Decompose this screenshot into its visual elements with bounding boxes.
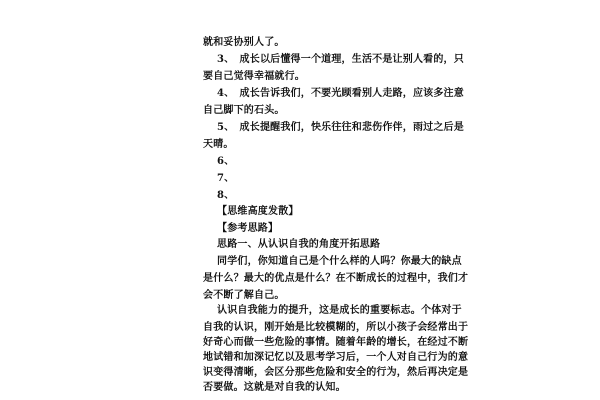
- subheading: 思路一、从认识自我的角度开拓思路: [217, 239, 381, 250]
- text-line: 就和妥协别人了。: [203, 37, 285, 48]
- section-heading: 【思维高度发散】: [217, 206, 299, 217]
- list-item-number: 8、: [217, 190, 235, 201]
- text-line: 同学们，你知道自己是个什么样的人吗？你最大的缺点: [217, 256, 462, 267]
- text-line: 识变得清晰，会区分那些危险和安全的行为，然后再决定是: [203, 367, 469, 378]
- text-line: 要自己觉得幸福就行。: [203, 71, 305, 82]
- text-line: 认识自我能力的提升，这是成长的重要标志。个体对于: [217, 305, 462, 316]
- text-line: 自己脚下的石头。: [203, 105, 285, 116]
- text-line: 3、 成长以后懂得一个道理，生活不是让别人看的，只: [217, 54, 464, 65]
- list-item-number: 7、: [217, 173, 235, 184]
- list-item-number: 6、: [217, 156, 235, 167]
- section-heading: 【参考思路】: [217, 223, 279, 234]
- text-line: 4、 成长告诉我们，不要光顾看别人走路，应该多注意: [217, 88, 464, 99]
- text-line: 会不断了解自己。: [203, 290, 285, 301]
- text-line: 天晴。: [203, 139, 234, 150]
- text-line: 好奇心而做一些危险的事情。随着年龄的增长，在经过不断: [203, 337, 469, 348]
- text-line: 5、 成长提醒我们，快乐往往和悲伤作伴，雨过之后是: [217, 122, 464, 133]
- text-line: 自我的认识，刚开始是比较模糊的，所以小孩子会经常出于: [203, 322, 469, 333]
- text-line: 是什么？最大的优点是什么？在不断成长的过程中，我们才: [203, 273, 469, 284]
- text-line: 地试错和加深记忆以及思考学习后，一个人对自己行为的意: [203, 352, 469, 363]
- text-line: 否要做。这就是对自我的认知。: [203, 382, 346, 393]
